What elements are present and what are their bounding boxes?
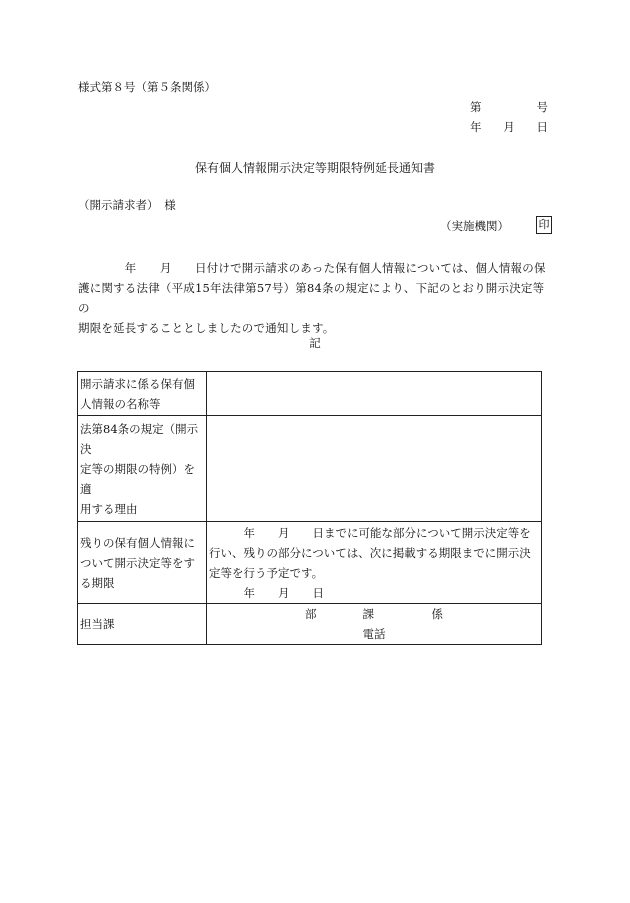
info-table [77,371,542,645]
requester-line: （開示請求者） 様 [78,198,176,212]
row-label-department: 担当課 [78,604,207,645]
body-line: 護に関する法律（平成15年法律第57号）第84条の規定により、下記のとおり開示決定等の [78,281,545,315]
document-date [470,122,548,134]
document-title: 保有個人情報開示決定等期限特例延長通知書 [194,161,435,175]
date-month: 月 [503,120,515,134]
date-year: 年 [470,120,482,134]
seal-mark: 印 [536,216,552,234]
document-number [470,102,548,114]
body-line: 年 月 日付けで開示請求のあった保有個人情報については、個人情報の保 [78,261,546,275]
row-value-department: 部 課 係 電話 [207,604,542,645]
document-number-suffix: 号 [536,100,548,114]
date-day: 日 [536,120,548,134]
table-row [78,372,542,416]
agency-line: （実施機関） [440,219,509,233]
notice-body [78,258,550,338]
row-label-reason: 法第84条の規定（開示決 定等の期限の特例）を適 用する理由 [78,416,207,522]
row-value-reason [207,416,542,522]
row-label-deadline: 残りの保有個人情報に ついて開示決定等をす る期限 [78,522,207,604]
row-label-document-name: 開示請求に係る保有個 人情報の名称等 [78,372,207,416]
ki-heading: 記 [309,336,321,350]
table-row [78,522,542,604]
row-value-deadline: 年 月 日までに可能な部分について開示決定等を 行い、残りの部分については、次に掲載する期限までに開示決 定等を行う予定です。 年 月 日 [207,522,542,604]
row-value-document-name [207,372,542,416]
document-number-prefix: 第 [470,100,482,114]
body-line: 期限を延長することとしましたので通知します。 [78,321,335,335]
table-row [78,604,542,645]
form-number-label: 様式第８号（第５条関係） [78,80,216,94]
table-row [78,416,542,522]
